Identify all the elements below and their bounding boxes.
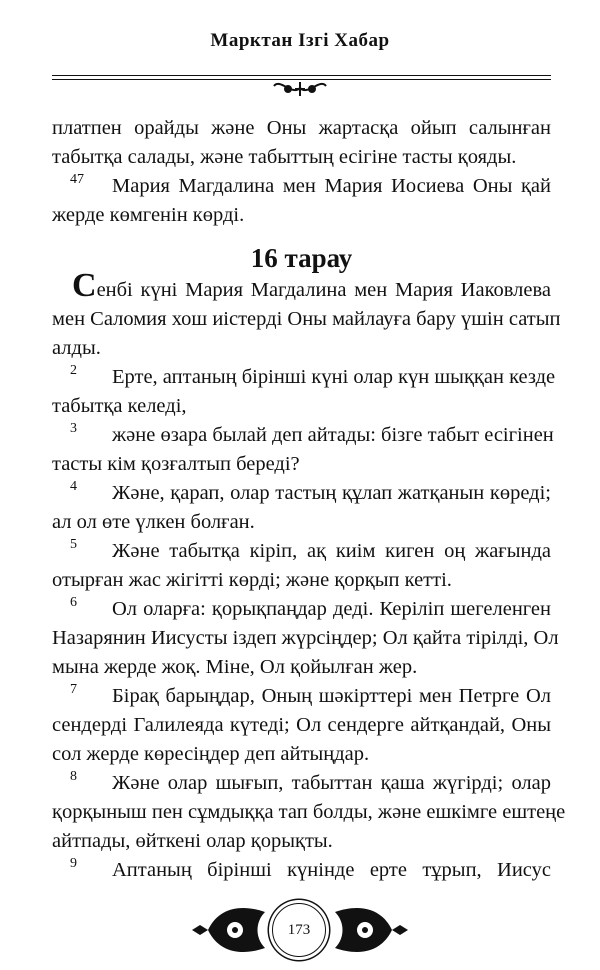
line-text: тасты кім қозғалтып береді? [52, 453, 300, 475]
text-line [52, 421, 554, 450]
text-line [52, 334, 551, 363]
line-text: сол жерде көресіңдер деп айтыңдар. [52, 743, 370, 765]
line-text: отырған жас жігітті көрді; және қорқып кетті. [52, 569, 452, 591]
line-text: платпен орайды және Оны жартасқа ойып салынған [52, 117, 551, 139]
verse-number: 4 [70, 479, 77, 494]
line-text: табытқа келеді, [52, 395, 187, 417]
line-text: Және табытқа кіріп, ақ киім киген оң жағында [112, 540, 551, 562]
text-line [52, 267, 551, 305]
text-line [52, 363, 556, 392]
line-text: Мария Магдалина мен Мария Иосиева Оны қай [112, 175, 551, 197]
line-text: айтпады, өйткені олар қорықты. [52, 830, 333, 852]
page-number: 173 [272, 903, 326, 957]
verse-number: 6 [70, 595, 77, 610]
text-line [52, 856, 551, 885]
paragraph [52, 114, 551, 172]
verse-number: 3 [70, 421, 77, 436]
text-line [52, 595, 551, 624]
page-number-ornament [190, 900, 410, 960]
text-line [52, 201, 551, 230]
drop-cap: С [72, 267, 97, 304]
line-text: және өзара былай деп айтады: бізге табыт есігінен [112, 424, 554, 446]
verse-number: 7 [70, 682, 77, 697]
line-text: Ерте, аптаның бірінші күні олар күн шыққан кезде [112, 366, 556, 388]
header-rule [52, 75, 551, 76]
line-text: Назарянин Иисусты іздеп жүрсіңдер; Ол қайта тірілді, Ол [52, 627, 559, 649]
text-line [52, 143, 551, 172]
text-line [52, 624, 559, 653]
text-line [52, 172, 551, 201]
running-header: Марктан Ізгі Хабар [210, 30, 390, 51]
text-line [52, 305, 561, 334]
verse [52, 479, 551, 537]
verse [52, 537, 551, 595]
verse-number: 47 [70, 172, 84, 187]
line-text: Және олар шығып, табыттан қаша жүгірді; олар [112, 772, 551, 794]
text-line [52, 508, 551, 537]
page-body [52, 114, 566, 885]
line-text: енбі күні Мария Магдалина мен Мария Иаковлева [96, 279, 551, 301]
line-text: сендерді Галилеяда күтеді; Ол сендерге айтқандай, Оны [52, 714, 551, 736]
line-text: мына жерде жоқ. Міне, Ол қойылған жер. [52, 656, 418, 678]
text-line [52, 114, 551, 143]
text-line [52, 566, 551, 595]
text-line [52, 537, 551, 566]
verse-number: 2 [70, 363, 77, 378]
text-line [52, 798, 566, 827]
text-line [52, 392, 551, 421]
chapter-title: 16 тарау [250, 243, 353, 273]
text-line [52, 450, 551, 479]
verse-number: 8 [70, 769, 77, 784]
verse [52, 856, 551, 885]
line-text: Бірақ барыңдар, Оның шәкірттері мен Петрге Ол [112, 685, 551, 707]
line-text: қорқыныш пен сұмдыққа тап болды, және ешкімге ештеңе [52, 801, 566, 823]
text-line [52, 740, 551, 769]
line-text: ал ол өте үлкен болған. [52, 511, 255, 533]
line-text: алды. [52, 337, 101, 359]
verse-number: 5 [70, 537, 77, 552]
verse [52, 682, 551, 769]
verse [52, 363, 556, 421]
line-text: Ол оларға: қорықпаңдар деді. Керіліп шегеленген [112, 598, 551, 620]
verse-number: 9 [70, 856, 77, 871]
text-line [52, 479, 551, 508]
verse [52, 595, 559, 682]
text-line [52, 711, 551, 740]
verse [52, 769, 566, 856]
header-ornament-icon [270, 80, 330, 98]
line-text: мен Саломия хош иістерді Оны майлауға бару үшін сатып [52, 308, 561, 330]
text-line [52, 682, 551, 711]
line-text: Аптаның бірінші күнінде ерте тұрып, Иисус [112, 859, 551, 881]
verse [52, 421, 554, 479]
line-text: Және, қарап, олар тастың құлап жатқанын көреді; [112, 482, 551, 504]
text-line [52, 827, 551, 856]
verse [52, 172, 551, 230]
text-line [52, 769, 551, 798]
line-text: табытқа салады, және табыттың есігіне тасты қояды. [52, 146, 517, 168]
line-text: жерде көмгенін көрді. [52, 204, 245, 226]
text-line [52, 653, 551, 682]
